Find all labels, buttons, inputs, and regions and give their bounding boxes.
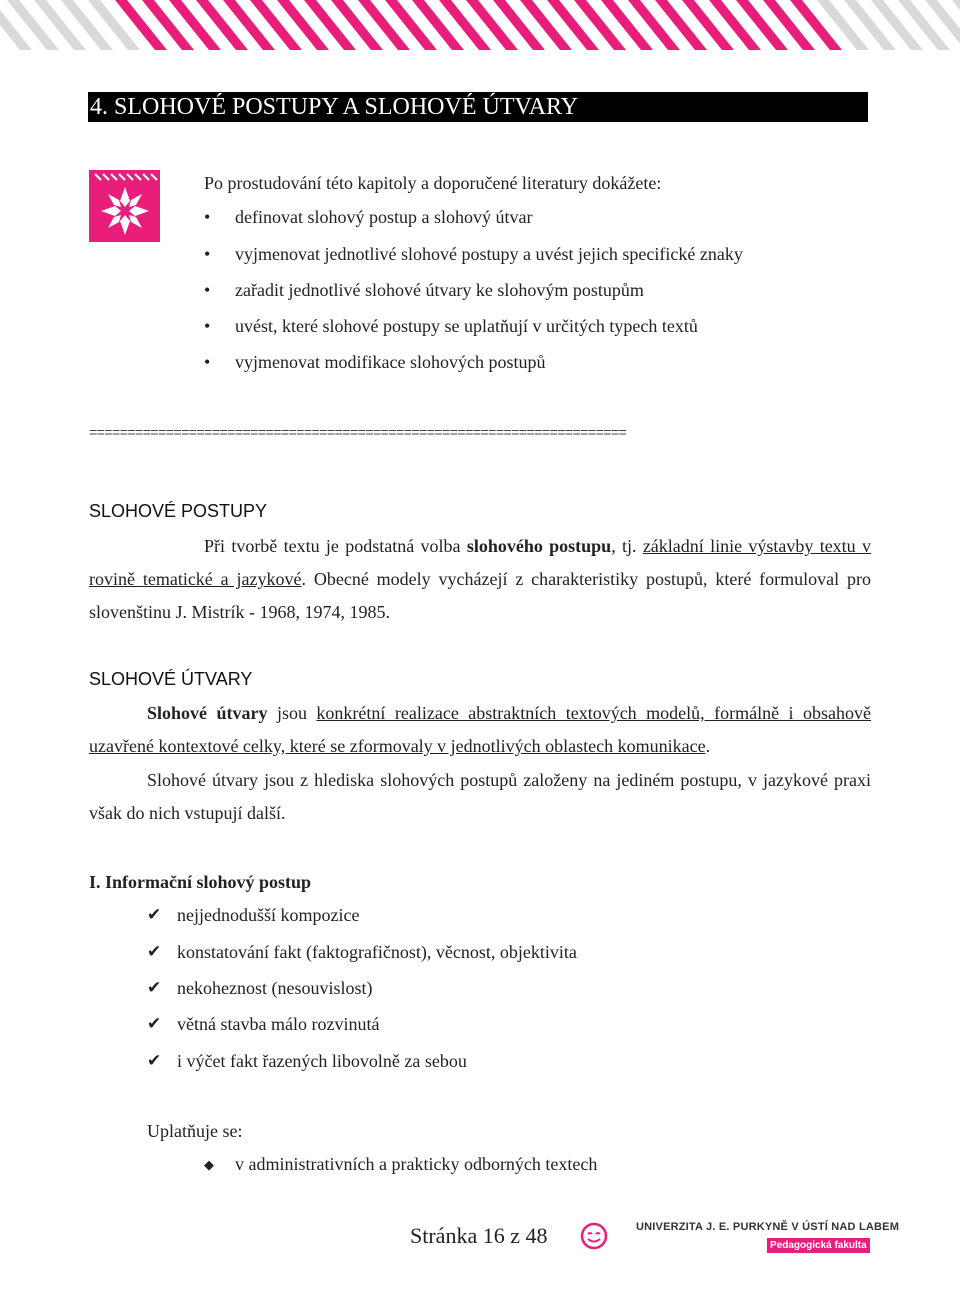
bullet-icon: •: [204, 207, 211, 227]
checkmark-icon: ✔: [147, 1014, 162, 1034]
bullet-icon: •: [204, 352, 211, 372]
section-heading-postupy: SLOHOVÉ POSTUPY: [89, 501, 268, 521]
checkmark-icon: ✔: [147, 905, 162, 925]
bullet-icon: •: [204, 244, 211, 264]
header-stripes: [0, 0, 960, 56]
objective-text: uvést, které slohové postupy se uplatňují v určitých typech textů: [235, 316, 698, 336]
bullet-icon: •: [204, 316, 211, 336]
utvary-paragraph: Slohové útvary jsou konkrétní realizace abstraktních textových modelů, formálně i obsahově uzavřené kontextové celky, které se zformovaly v jednotlivých oblastech komunikace.: [89, 703, 871, 756]
separator-line: ======================================================================: [89, 424, 627, 440]
postupy-paragraph: Při tvorbě textu je podstatná volba slohového postupu, tj. základní linie výstavby textu v rovině tematické a jazykové. Obecné modely vycházejí z charakteristiky postupů, které formuloval pro slovenštinu J. Mistrík - 1968, 1974, 1985.: [89, 536, 871, 622]
checkmark-icon: ✔: [147, 978, 162, 998]
page-number: Stránka 16 z 48: [410, 1223, 548, 1248]
checkmark-icon: ✔: [147, 942, 162, 962]
bullet-icon: •: [204, 280, 211, 300]
feature-text: větná stavba málo rozvinutá: [177, 1014, 380, 1034]
faculty-name: Pedagogická fakulta: [767, 1238, 870, 1253]
university-logo: [636, 1220, 900, 1254]
feature-text: i výčet fakt řazených libovolně za sebou: [177, 1051, 467, 1071]
objective-text: vyjmenovat jednotlivé slohové postupy a uvést jejich specifické znaky: [235, 244, 743, 264]
section-heading-informacni: I. Informační slohový postup: [89, 872, 312, 892]
objective-text: vyjmenovat modifikace slohových postupů: [235, 352, 546, 372]
objective-text: definovat slohový postup a slohový útvar: [235, 207, 533, 227]
utvary-paragraph-2: Slohové útvary jsou z hlediska slohových postupů založeny na jediném postupu, v jazykové praxi však do nich vstupují další.: [89, 770, 871, 823]
usage-text: v administrativních a prakticky odborných textech: [235, 1154, 598, 1174]
objective-text: zařadit jednotlivé slohové útvary ke slohovým postupům: [235, 280, 644, 300]
university-name: UNIVERZITA J. E. PURKYNĚ V ÚSTÍ NAD LABEM: [636, 1221, 900, 1233]
smiley-logo-icon: [580, 1222, 608, 1250]
feature-text: konstatování fakt (faktografičnost), věcnost, objektivita: [177, 942, 577, 962]
checkmark-icon: ✔: [147, 1051, 162, 1071]
section-heading-utvary: SLOHOVÉ ÚTVARY: [89, 669, 253, 689]
usage-label: Uplatňuje se:: [147, 1121, 243, 1141]
objectives-intro: Po prostudování této kapitoly a doporučené literatury dokážete:: [204, 173, 662, 193]
feature-text: nejjednodušší kompozice: [177, 905, 360, 925]
feature-text: nekoheznost (nesouvislost): [177, 978, 373, 998]
chapter-title: 4. SLOHOVÉ POSTUPY A SLOHOVÉ ÚTVARY: [88, 92, 868, 122]
objectives-icon: [89, 170, 160, 242]
diamond-bullet-icon: ◆: [204, 1158, 214, 1173]
